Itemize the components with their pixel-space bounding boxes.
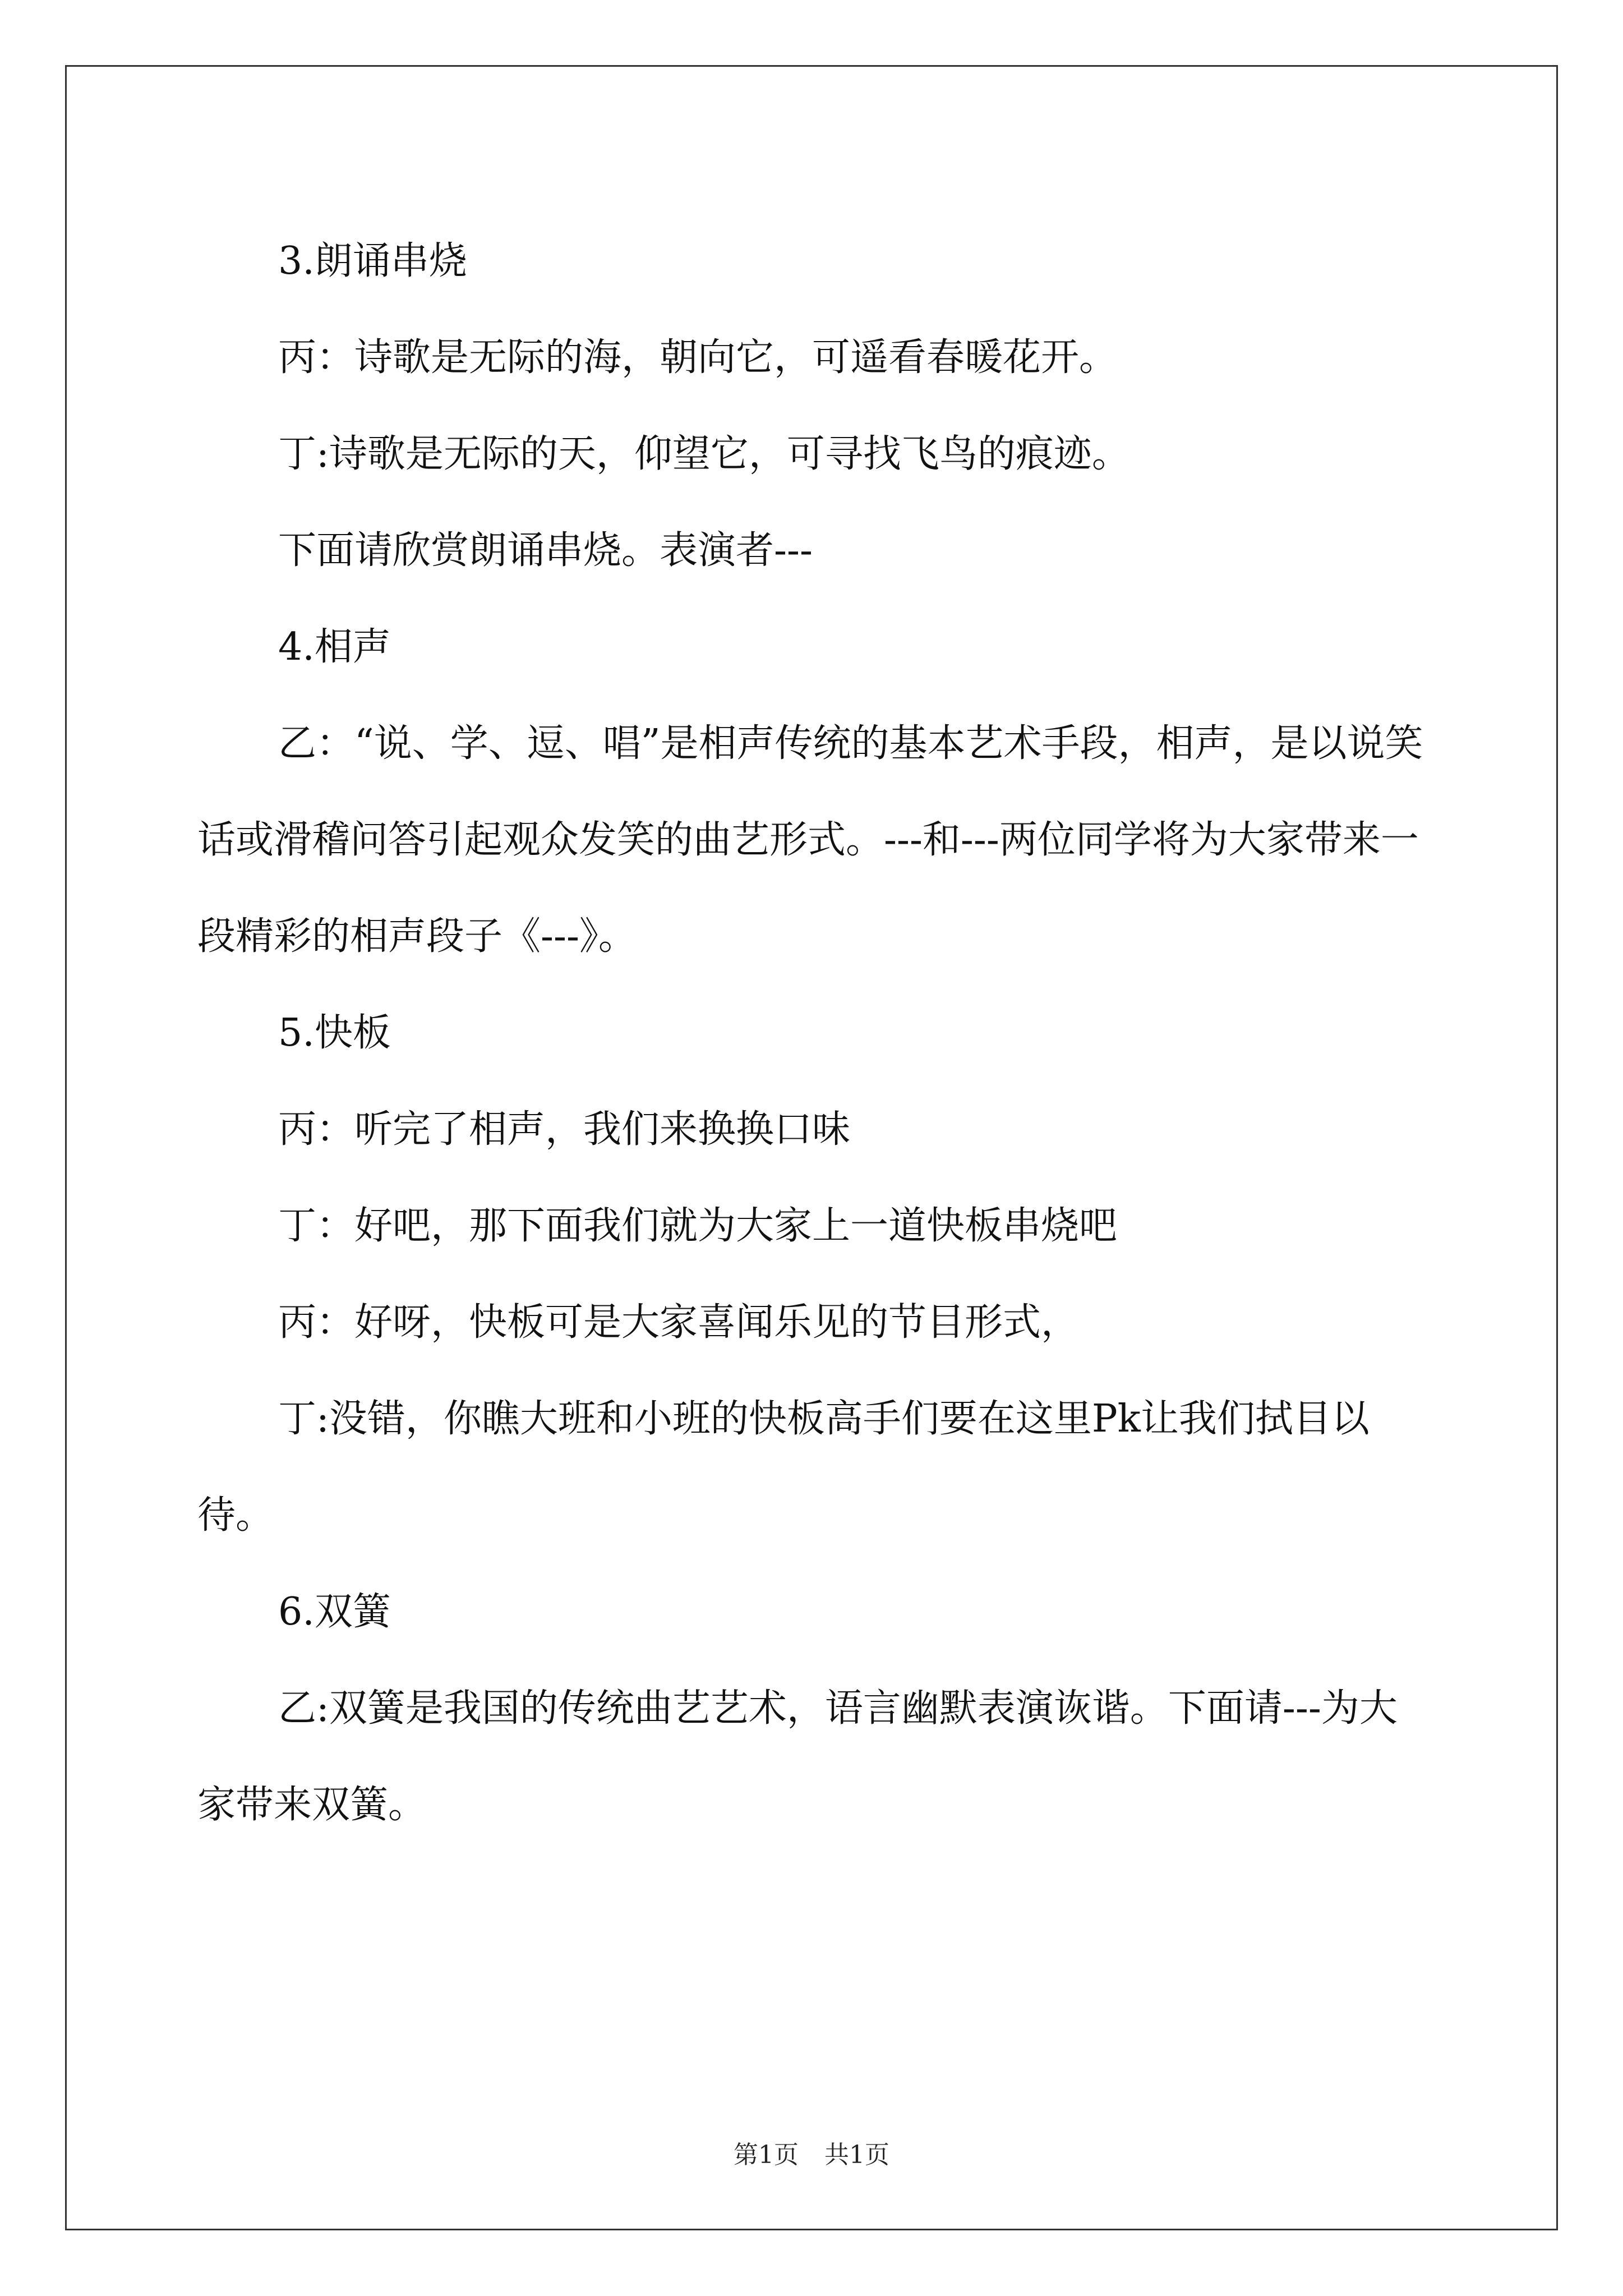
page-footer [0, 2134, 1623, 2170]
section-heading-shuanghuang: 6.双簧 [278, 1590, 391, 1634]
section-heading-crosstalk: 4.相声 [278, 625, 391, 669]
paragraph: 丙：好呀，快板可是大家喜闻乐见的节目形式， [278, 1300, 1080, 1345]
document-body [197, 213, 1431, 1853]
paragraph: 丁:没错，你瞧大班和小班的快板高手们要在这里Pk让我们拭目以待。 [197, 1397, 1370, 1538]
paragraph: 丁：好吧，那下面我们就为大家上一道快板串烧吧 [278, 1204, 1118, 1248]
paragraph: 下面请欣赏朗诵串烧。表演者--- [278, 528, 813, 573]
section-heading-recitation: 3.朗诵串烧 [278, 239, 467, 283]
paragraph: 乙:双簧是我国的传统曲艺艺术，语言幽默表演诙谐。下面请---为大家带来双簧。 [197, 1686, 1398, 1827]
page-number: 第1页 [734, 2141, 799, 2169]
paragraph: 乙：“说、学、逗、唱”是相声传统的基本艺术手段，相声，是以说笑话或滑稽问答引起观众发笑的曲艺形式。---和---两位同学将为大家带来一段精彩的相声段子《---》。 [197, 721, 1423, 959]
paragraph: 丁:诗歌是无际的天，仰望它，可寻找飞鸟的痕迹。 [278, 432, 1130, 476]
paragraph: 丙：诗歌是无际的海，朝向它，可遥看春暖花开。 [278, 335, 1118, 380]
section-heading-kuaiban: 5.快板 [278, 1011, 391, 1055]
page-total: 共1页 [824, 2141, 889, 2169]
paragraph: 丙：听完了相声，我们来换换口味 [278, 1107, 851, 1152]
